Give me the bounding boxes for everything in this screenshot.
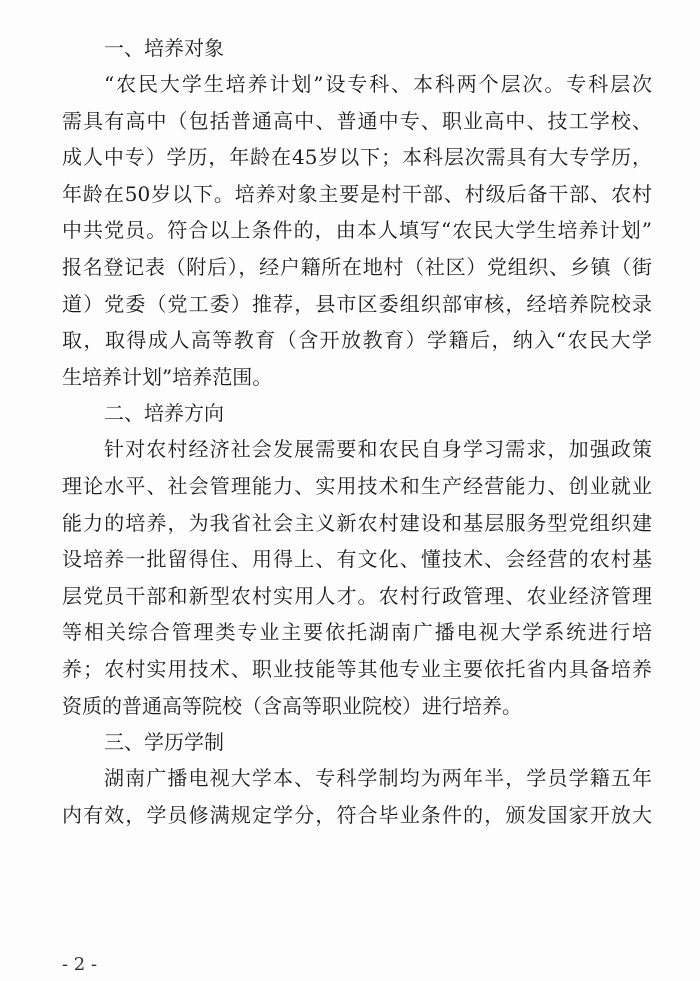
text-line: 取，取得成人高等教育（含开放教育）学籍后，纳入“农民大学 xyxy=(62,328,652,353)
text-line: 层党员干部和新型农村实用人才。农村行政管理、农业经济管理 xyxy=(62,583,652,608)
page-number: - 2 - xyxy=(62,954,98,975)
text-line: 年龄在50岁以下。培养对象主要是村干部、村级后备干部、农村 xyxy=(62,181,652,206)
text-line: 养；农村实用技术、职业技能等其他专业主要依托省内具备培养 xyxy=(62,656,652,681)
text-line: 生培养计划”培养范围。 xyxy=(62,364,273,389)
text-line: 内有效，学员修满规定学分，符合毕业条件的，颁发国家开放大 xyxy=(62,802,652,827)
text-line: 针对农村经济社会发展需要和农民自身学习需求，加强政策 xyxy=(104,437,652,462)
text-line: 湖南广播电视大学本、专科学制均为两年半，学员学籍五年 xyxy=(104,766,652,791)
document-body xyxy=(62,30,652,833)
text-line: “农民大学生培养计划”设专科、本科两个层次。专科层次 xyxy=(104,72,652,96)
section-paragraph-3 xyxy=(62,760,652,833)
text-line: 等相关综合管理类专业主要依托湖南广播电视大学系统进行培 xyxy=(62,620,652,645)
text-line: 中共党员。符合以上条件的，由本人填写“农民大学生培养计划” xyxy=(62,218,652,243)
text-line: 需具有高中（包括普通高中、普通中专、职业高中、技工学校、 xyxy=(62,108,652,133)
section-paragraph-1 xyxy=(62,66,652,395)
text-line: 报名登记表（附后），经户籍所在地村（社区）党组织、乡镇（街 xyxy=(62,254,652,279)
text-line: 资质的普通高等院校（含高等职业院校）进行培养。 xyxy=(62,693,522,718)
section-heading-2: 二、培养方向 xyxy=(104,401,224,426)
text-line: 能力的培养，为我省社会主义新农村建设和基层服务型党组织建 xyxy=(62,510,652,535)
text-line: 理论水平、社会管理能力、实用技术和生产经营能力、创业就业 xyxy=(62,473,652,498)
section-heading-1: 一、培养对象 xyxy=(104,36,224,60)
section-heading-3: 三、学历学制 xyxy=(104,730,224,755)
section-paragraph-2 xyxy=(62,431,652,724)
text-line: 道）党委（党工委）推荐，县市区委组织部审核，经培养院校录 xyxy=(62,291,652,316)
text-line: 设培养一批留得住、用得上、有文化、懂技术、会经营的农村基 xyxy=(62,547,652,572)
text-line: 成人中专）学历，年龄在45岁以下；本科层次需具有大专学历， xyxy=(62,145,652,170)
